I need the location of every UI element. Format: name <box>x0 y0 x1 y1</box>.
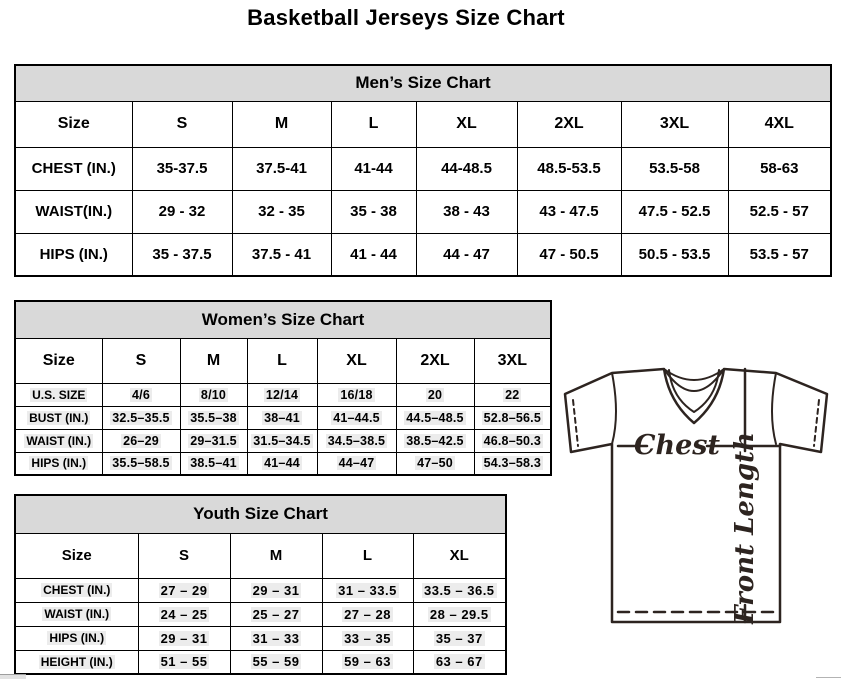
youth-value-cell: 33.5 – 36.5 <box>413 578 506 602</box>
mens-value-cell: 35 - 37.5 <box>132 233 232 276</box>
bottom-left-cutoff-artifact <box>0 674 26 679</box>
jersey-measurement-diagram <box>556 358 836 628</box>
mens-value-cell: 53.5-58 <box>621 147 728 190</box>
womens-value-cell: 38–41 <box>247 406 317 429</box>
womens-col-header: 3XL <box>474 338 551 383</box>
womens-col-header: S <box>102 338 180 383</box>
mens-col-header: 4XL <box>728 101 831 147</box>
youth-row-label: HEIGHT (IN.) <box>15 650 138 674</box>
womens-col-header: XL <box>317 338 396 383</box>
mens-value-cell: 44 - 47 <box>416 233 517 276</box>
womens-col-header: 2XL <box>396 338 474 383</box>
mens-row-label: WAIST(IN.) <box>15 190 132 233</box>
mens-col-header: 3XL <box>621 101 728 147</box>
mens-value-cell: 41 - 44 <box>331 233 416 276</box>
youth-row-label: WAIST (IN.) <box>15 602 138 626</box>
mens-value-cell: 53.5 - 57 <box>728 233 831 276</box>
womens-value-cell: 12/14 <box>247 383 317 406</box>
mens-value-cell: 43 - 47.5 <box>517 190 621 233</box>
mens-size-table <box>14 64 832 277</box>
youth-col-header: M <box>230 533 322 578</box>
chest-label: Chest <box>634 430 720 461</box>
jersey-left-seam <box>612 373 616 444</box>
womens-value-cell: 22 <box>474 383 551 406</box>
womens-value-cell: 32.5–35.5 <box>102 406 180 429</box>
youth-value-cell: 63 – 67 <box>413 650 506 674</box>
womens-size-header: Size <box>15 338 102 383</box>
mens-value-cell: 38 - 43 <box>416 190 517 233</box>
womens-value-cell: 46.8–50.3 <box>474 429 551 452</box>
youth-col-header: S <box>138 533 230 578</box>
youth-value-cell: 31 – 33.5 <box>322 578 413 602</box>
womens-value-cell: 34.5–38.5 <box>317 429 396 452</box>
mens-value-cell: 37.5 - 41 <box>232 233 331 276</box>
mens-col-header: XL <box>416 101 517 147</box>
mens-col-header: S <box>132 101 232 147</box>
womens-value-cell: 35.5–58.5 <box>102 452 180 475</box>
womens-value-cell: 44.5–48.5 <box>396 406 474 429</box>
womens-col-header: M <box>180 338 247 383</box>
youth-size-header: Size <box>15 533 138 578</box>
womens-value-cell: 31.5–34.5 <box>247 429 317 452</box>
womens-row-label: U.S. SIZE <box>15 383 102 406</box>
youth-col-header: XL <box>413 533 506 578</box>
mens-value-cell: 32 - 35 <box>232 190 331 233</box>
mens-value-cell: 35 - 38 <box>331 190 416 233</box>
youth-value-cell: 33 – 35 <box>322 626 413 650</box>
youth-value-cell: 25 – 27 <box>230 602 322 626</box>
mens-value-cell: 37.5-41 <box>232 147 331 190</box>
womens-col-header: L <box>247 338 317 383</box>
womens-value-cell: 52.8–56.5 <box>474 406 551 429</box>
womens-value-cell: 38.5–41 <box>180 452 247 475</box>
mens-value-cell: 48.5-53.5 <box>517 147 621 190</box>
womens-row-label: BUST (IN.) <box>15 406 102 429</box>
mens-value-cell: 50.5 - 53.5 <box>621 233 728 276</box>
youth-value-cell: 51 – 55 <box>138 650 230 674</box>
mens-value-cell: 47.5 - 52.5 <box>621 190 728 233</box>
youth-value-cell: 35 – 37 <box>413 626 506 650</box>
youth-col-header: L <box>322 533 413 578</box>
mens-value-cell: 29 - 32 <box>132 190 232 233</box>
jersey-right-cuff-dashed <box>814 400 819 446</box>
youth-value-cell: 29 – 31 <box>230 578 322 602</box>
youth-value-cell: 31 – 33 <box>230 626 322 650</box>
mens-value-cell: 47 - 50.5 <box>517 233 621 276</box>
mens-col-header: 2XL <box>517 101 621 147</box>
bottom-right-cutoff-artifact <box>816 677 841 678</box>
page-title: Basketball Jerseys Size Chart <box>247 5 565 30</box>
womens-chart-title: Women’s Size Chart <box>15 301 551 338</box>
jersey-right-seam <box>772 373 776 444</box>
womens-value-cell: 26–29 <box>102 429 180 452</box>
youth-value-cell: 55 – 59 <box>230 650 322 674</box>
mens-value-cell: 35-37.5 <box>132 147 232 190</box>
womens-value-cell: 8/10 <box>180 383 247 406</box>
womens-value-cell: 4/6 <box>102 383 180 406</box>
womens-value-cell: 44–47 <box>317 452 396 475</box>
jersey-left-cuff-dashed <box>573 400 578 446</box>
youth-chart-title: Youth Size Chart <box>15 495 506 533</box>
mens-chart-title: Men’s Size Chart <box>15 65 831 101</box>
womens-value-cell: 41–44.5 <box>317 406 396 429</box>
mens-col-header: L <box>331 101 416 147</box>
womens-size-table <box>14 300 552 476</box>
youth-value-cell: 28 – 29.5 <box>413 602 506 626</box>
womens-value-cell: 35.5–38 <box>180 406 247 429</box>
womens-value-cell: 38.5–42.5 <box>396 429 474 452</box>
front-length-label: Front Length <box>730 432 760 624</box>
womens-row-label: WAIST (IN.) <box>15 429 102 452</box>
womens-value-cell: 29–31.5 <box>180 429 247 452</box>
youth-row-label: HIPS (IN.) <box>15 626 138 650</box>
womens-value-cell: 16/18 <box>317 383 396 406</box>
mens-row-label: HIPS (IN.) <box>15 233 132 276</box>
womens-row-label: HIPS (IN.) <box>15 452 102 475</box>
youth-size-table <box>14 494 507 675</box>
mens-value-cell: 41-44 <box>331 147 416 190</box>
jersey-collar-back-upper <box>664 369 724 380</box>
youth-value-cell: 59 – 63 <box>322 650 413 674</box>
mens-value-cell: 58-63 <box>728 147 831 190</box>
womens-value-cell: 47–50 <box>396 452 474 475</box>
womens-value-cell: 41–44 <box>247 452 317 475</box>
mens-row-label: CHEST (IN.) <box>15 147 132 190</box>
womens-value-cell: 54.3–58.3 <box>474 452 551 475</box>
jersey-outline <box>565 369 827 622</box>
mens-size-header: Size <box>15 101 132 147</box>
youth-value-cell: 27 – 29 <box>138 578 230 602</box>
mens-col-header: M <box>232 101 331 147</box>
youth-value-cell: 27 – 28 <box>322 602 413 626</box>
mens-value-cell: 44-48.5 <box>416 147 517 190</box>
womens-value-cell: 20 <box>396 383 474 406</box>
youth-value-cell: 29 – 31 <box>138 626 230 650</box>
youth-value-cell: 24 – 25 <box>138 602 230 626</box>
mens-value-cell: 52.5 - 57 <box>728 190 831 233</box>
youth-row-label: CHEST (IN.) <box>15 578 138 602</box>
